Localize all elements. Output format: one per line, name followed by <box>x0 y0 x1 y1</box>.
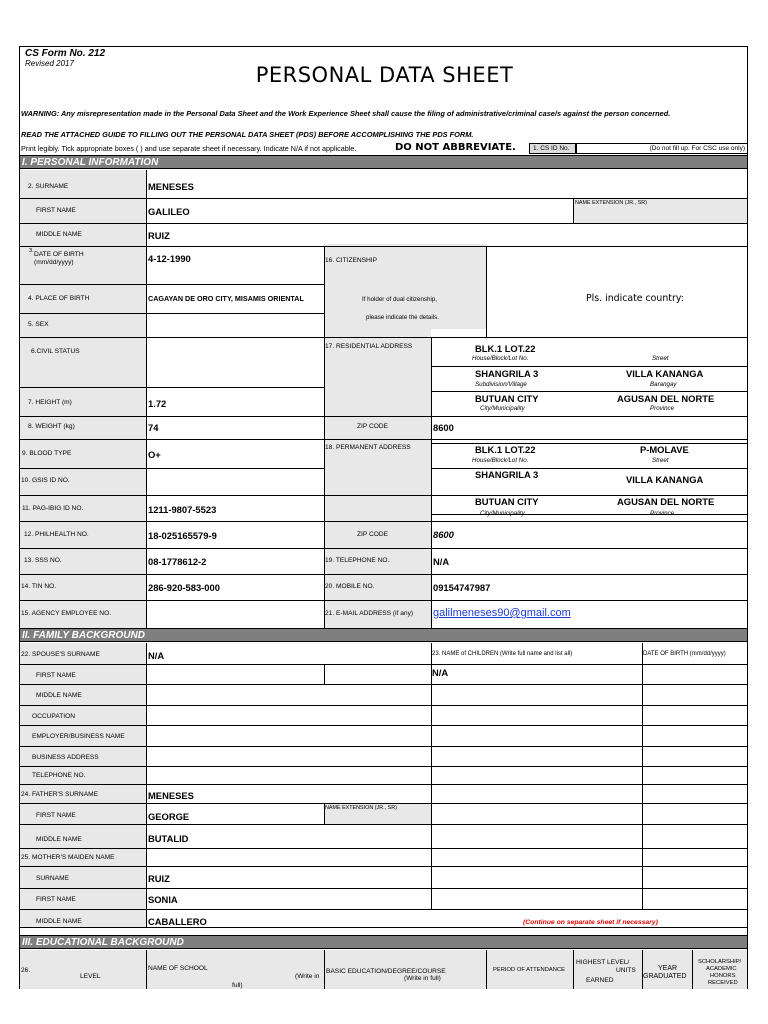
scholarship-header: SCHOLARSHIP/ <box>698 959 742 965</box>
philhealth-label: 12. PHILHEALTH NO. <box>24 531 89 538</box>
father-middle-name-label: MIDDLE NAME <box>36 836 82 843</box>
spouse-middle-name-label: MIDDLE NAME <box>36 692 82 699</box>
section-educational-background: III. EDUCATIONAL BACKGROUND <box>20 935 748 949</box>
residential-address-label: 17. RESIDENTIAL ADDRESS <box>325 343 413 350</box>
surname-value[interactable]: MENESES <box>148 181 194 192</box>
children-label: 23. NAME of CHILDREN (Write full name and list all) <box>432 651 573 657</box>
middle-name-value[interactable]: RUIZ <box>148 230 170 241</box>
perm-subdivision-value[interactable]: SHANGRILA 3 <box>475 469 539 480</box>
agency-employee-label: 15. AGENCY EMPLOYEE NO. <box>21 610 112 617</box>
height-value[interactable]: 1.72 <box>148 398 167 409</box>
spouse-surname-label: 22. SPOUSE'S SURNAME <box>21 651 100 658</box>
middle-name-label: MIDDLE NAME <box>36 231 82 238</box>
res-house-value[interactable]: BLK.1 LOT.22 <box>475 343 536 354</box>
email-value[interactable]: galilmeneses90@gmail.com <box>433 607 571 619</box>
dual-citizenship-note: If holder of dual citizenship, <box>362 296 437 303</box>
philhealth-value[interactable]: 18-025165579-9 <box>148 530 217 541</box>
dob-value[interactable]: 4-12-1990 <box>148 253 191 264</box>
tin-label: 14. TIN NO. <box>21 583 57 590</box>
continue-note: (Continue on separate sheet if necessary) <box>523 919 658 926</box>
form-number: CS Form No. 212 <box>25 48 106 59</box>
father-surname-value[interactable]: MENESES <box>148 790 194 801</box>
print-note: Print legibly. Tick appropriate boxes ( ) and use separate sheet if necessary. Indicate N/A if not applicable. <box>21 144 357 153</box>
pob-value[interactable]: CAGAYAN DE ORO CITY, MISAMIS ORIENTAL <box>148 294 304 303</box>
citizenship-label: 16. CITIZENSHIP <box>325 257 378 264</box>
read-guide-text: READ THE ATTACHED GUIDE TO FILLING OUT THE PERSONAL DATA SHEET (PDS) BEFORE ACCOMPLISHING THE PDS FORM. <box>21 130 474 139</box>
blood-type-value[interactable]: O+ <box>148 449 161 460</box>
pagibig-value[interactable]: 1211-9807-5523 <box>148 504 217 515</box>
perm-province-value[interactable]: AGUSAN DEL NORTE <box>617 496 715 507</box>
mother-middle-name-value[interactable]: CABALLERO <box>148 916 207 927</box>
perm-zip-value[interactable]: 8600 <box>433 529 454 540</box>
mother-surname-label: SURNAME <box>36 875 69 882</box>
civil-status-label: 6.CIVIL STATUS <box>31 348 80 355</box>
blood-type-label: 9. BLOOD TYPE <box>22 450 72 457</box>
section-personal-info: I. PERSONAL INFORMATION <box>20 155 748 169</box>
mother-first-name-value[interactable]: SONIA <box>148 894 178 905</box>
sex-label: 5. SEX <box>28 321 49 328</box>
perm-city-value[interactable]: BUTUAN CITY <box>475 496 539 507</box>
education-num: 26. <box>21 967 31 974</box>
mother-maiden-name-label: 25. MOTHER'S MAIDEN NAME <box>21 854 115 861</box>
dob-label: DATE OF BIRTH <box>34 251 84 258</box>
business-address-label: BUSINESS ADDRESS <box>32 754 99 761</box>
permanent-address-label: 18. PERMANENT ADDRESS <box>325 444 411 451</box>
highest-level-header: HIGHEST LEVEL/ <box>576 959 630 966</box>
revised-date: Revised 2017 <box>25 59 74 68</box>
pagibig-label: 11. PAG-IBIG ID NO. <box>22 505 84 512</box>
spouse-surname-value[interactable]: N/A <box>148 650 165 661</box>
children-dob-label: DATE OF BIRTH (mm/dd/yyyy) <box>643 651 726 657</box>
cs-id-field[interactable]: (Do not fill up. For CSC use only) <box>576 143 748 154</box>
education-level-header: LEVEL <box>80 973 101 980</box>
father-middle-name-value[interactable]: BUTALID <box>148 833 189 844</box>
res-city-value[interactable]: BUTUAN CITY <box>475 393 539 404</box>
mother-middle-name-label: MIDDLE NAME <box>36 918 82 925</box>
res-barangay-value[interactable]: VILLA KANANGA <box>626 368 704 379</box>
spouse-first-name-label: FIRST NAME <box>36 672 76 679</box>
perm-house-value[interactable]: BLK.1 LOT.22 <box>475 444 536 455</box>
year-graduated-header: YEAR <box>658 965 678 972</box>
telephone-label: 19. TELEPHONE NO. <box>325 557 390 564</box>
pds-sheet: CS Form No. 212 Revised 2017 PERSONAL DATA SHEET WARNING: Any misrepresentation made in the Personal Data Sheet and the Work Experience Sheet shall cause the filing of administrative/criminal case/s against the person concerned. READ THE ATTACHED GUIDE TO FILLING OUT THE PERSONAL DATA SHEET (PDS) BEFORE ACCOMPLISHING THE PDS FORM. Print legibly. Tick appropriate boxes ( ) and use separate sheet if necessary. Indicate N/A if not applicable. DO NOT ABBREVIATE. 1. CS ID No. (Do not fill up. For CSC use only) I. PERSONAL INFORMATION 2. SURNAME MENESES FIRST NAME GALILEO NAME EXTENSION (JR., SR) MIDDLE NAME RUIZ 3. DATE OF BIRTH (mm/dd/yyyy) 4-12-1990 4. PLACE OF BIRTH CAGAYAN DE ORO CITY, MISAMIS ORIENTAL 5. SEX 6.CIVIL STATUS 7. HEIGHT (m) 1.72 8. WEIGHT (kg) 74 9. BLOOD TYPE O+ 10. GSIS ID NO. 11. PAG-IBIG ID NO. 1211-9807-5523 12. PHILHEALTH NO. 18-025165579-9 13. SSS NO. 08-1778612-2 14. TIN NO. 286-920-583-000 15. AGENCY EMPLOYEE NO. 16. CITIZENSHIP If holder of dual citizenship, please indicate the details. Pls. indicate country: 17. RESIDENTIAL ADDRESS BLK.1 LOT.22 House/Block/Lot No. Street SHANGRILA 3 VILLA KANANGA Subdivision/Village Barangay BUTUAN CITY AGUSAN DEL NORTE City/Municipality Province ZIP CODE 8600 18. PERMANENT ADDRESS BLK.1 LOT.22 P-MOLAVE House/Block/Lot No. Street SHANGRILA 3 VILLA KANANGA BUTUAN CITY AGUSAN DEL NORTE City/Municipality Province ZIP CODE 8600 19. TELEPHONE NO. N/A 20. MOBILE NO. 09154747987 21. E-MAIL ADDRESS (if any) galilmeneses90@gmail.com II. FAMILY BACKGROUND 22. SPOUSE'S SURNAME N/A FIRST NAME MIDDLE NAME OCCUPATION EMPLOYER/BUSINESS NAME BUSINESS ADDRESS TELEPHONE NO. 24. FATHER'S SURNAME MENESES FIRST NAME GEORGE NAME EXTENSION (JR., SR) MIDDLE NAME BUTALID 25. MOTHER'S MAIDEN NAME SURNAME RUIZ FIRST NAME SONIA MIDDLE NAME CABALLERO 23. NAME of CHILDREN (Write full name and list all) DATE OF BIRTH (mm/dd/yyyy) N/A (Continue on separate sheet if necessary) III. EDUCATIONAL BACKGROUND 26. LEVEL NAME OF SCHOOL (Write in full) BASIC EDUCATION/DEGREE/COURSE (Write in full) PERIOD OF ATTENDANCE HIGHEST LEVEL/ UNITS EARNED YEAR GRADUATED SCHOLARSHIP/ ACADEMIC HONORS RECEIVED <box>19 46 748 990</box>
res-subdivision-value[interactable]: SHANGRILA 3 <box>475 368 539 379</box>
dual-citizenship-note-2: please indicate the details. <box>366 314 439 321</box>
perm-zip-label: ZIP CODE <box>357 531 389 538</box>
father-first-name-value[interactable]: GEORGE <box>148 811 190 822</box>
employer-label: EMPLOYER/BUSINESS NAME <box>32 733 125 740</box>
father-surname-label: 24. FATHER'S SURNAME <box>21 791 98 798</box>
weight-value[interactable]: 74 <box>148 422 159 433</box>
res-province-value[interactable]: AGUSAN DEL NORTE <box>617 393 715 404</box>
perm-barangay-value[interactable]: VILLA KANANGA <box>626 474 704 485</box>
height-label: 7. HEIGHT (m) <box>28 399 72 406</box>
surname-label: 2. SURNAME <box>28 183 69 190</box>
first-name-value[interactable]: GALILEO <box>148 206 190 217</box>
dob-format: (mm/dd/yyyy) <box>34 259 74 266</box>
mobile-value[interactable]: 09154747987 <box>433 582 491 593</box>
indicate-country: Pls. indicate country: <box>586 293 684 304</box>
weight-label: 8. WEIGHT (kg) <box>28 423 75 430</box>
period-header: PERIOD OF ATTENDANCE <box>493 967 566 973</box>
perm-street-value[interactable]: P-MOLAVE <box>640 444 689 455</box>
name-extension-label: NAME EXTENSION (JR., SR) <box>575 200 647 206</box>
mother-surname-value[interactable]: RUIZ <box>148 873 170 884</box>
spouse-telephone-label: TELEPHONE NO. <box>32 772 86 779</box>
telephone-value[interactable]: N/A <box>433 556 450 567</box>
tin-value[interactable]: 286-920-583-000 <box>148 582 220 593</box>
email-label: 21. E-MAIL ADDRESS (if any) <box>325 610 414 617</box>
course-header: BASIC EDUCATION/DEGREE/COURSE <box>326 968 446 975</box>
father-name-ext-label: NAME EXTENSION (JR., SR) <box>325 805 397 811</box>
school-name-header: NAME OF SCHOOL <box>148 965 208 972</box>
first-name-label: FIRST NAME <box>36 207 76 214</box>
page-title: PERSONAL DATA SHEET <box>255 63 514 87</box>
children-first-value[interactable]: N/A <box>432 667 449 678</box>
res-zip-label: ZIP CODE <box>357 423 389 430</box>
do-not-abbreviate: DO NOT ABBREVIATE. <box>395 142 516 153</box>
father-first-name-label: FIRST NAME <box>36 812 76 819</box>
res-zip-value[interactable]: 8600 <box>433 422 454 433</box>
sss-label: 13. SSS NO. <box>24 557 62 564</box>
section-family-background: II. FAMILY BACKGROUND <box>20 628 748 642</box>
sss-value[interactable]: 08-1778612-2 <box>148 556 207 567</box>
warning-text: WARNING: Any misrepresentation made in the Personal Data Sheet and the Work Experience Sheet shall cause the filing of administrative/criminal case/s against the person concerned. <box>21 109 671 118</box>
cs-id-label: 1. CS ID No. <box>529 143 576 154</box>
pob-label: 4. PLACE OF BIRTH <box>28 295 90 302</box>
gsis-label: 10. GSIS ID NO. <box>21 477 70 484</box>
mobile-label: 20. MOBILE NO. <box>325 583 375 590</box>
occupation-label: OCCUPATION <box>32 713 75 720</box>
mother-first-name-label: FIRST NAME <box>36 896 76 903</box>
